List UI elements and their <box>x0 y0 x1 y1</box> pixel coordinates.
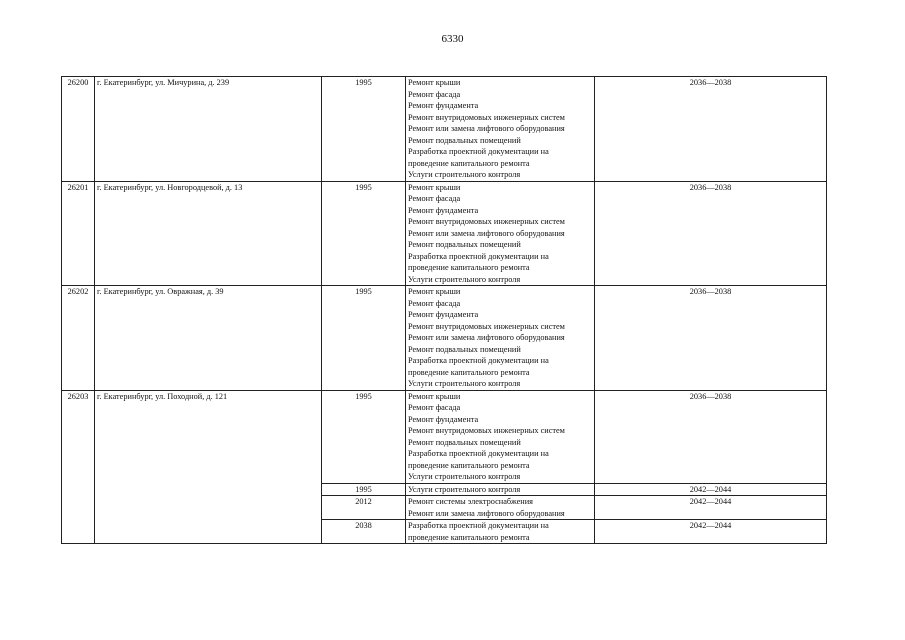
table-row <box>62 286 827 391</box>
year-cell: 1995 <box>322 390 406 483</box>
year-cell: 2012 <box>322 496 406 520</box>
term-cell: 2036—2038 <box>595 77 827 182</box>
work-item: Ремонт внутридомовых инженерных систем <box>408 217 565 226</box>
record-number-cell: 26201 <box>62 181 95 286</box>
works-cell <box>406 520 595 544</box>
work-item: проведение капитального ремонта <box>408 532 530 542</box>
work-item: Разработка проектной документации на <box>408 251 549 261</box>
year-cell: 1995 <box>322 286 406 391</box>
work-item: Ремонт подвальных помещений <box>408 135 521 145</box>
work-item: Ремонт системы электроснабжения <box>408 497 533 506</box>
record-number-cell: 26203 <box>62 390 95 544</box>
term-cell: 2036—2038 <box>595 286 827 391</box>
works-cell <box>406 286 595 391</box>
work-item: Ремонт или замена лифтового оборудования <box>408 228 565 238</box>
work-item: Ремонт или замена лифтового оборудования <box>408 333 565 342</box>
work-item: Ремонт фундамента <box>408 414 479 424</box>
work-item: Ремонт фундамента <box>408 101 479 110</box>
work-item: Ремонт крыши <box>408 78 461 87</box>
year-cell: 1995 <box>322 181 406 286</box>
work-item: проведение капитального ремонта <box>408 263 530 272</box>
work-item: проведение капитального ремонта <box>408 460 530 470</box>
work-item: Ремонт фасада <box>408 89 461 99</box>
table-row <box>62 390 827 483</box>
term-cell: 2036—2038 <box>595 181 827 286</box>
year-cell: 1995 <box>322 483 406 496</box>
work-item: Ремонт фасада <box>408 194 461 203</box>
work-item: Услуги строительного контроля <box>408 274 521 284</box>
work-item: Ремонт подвальных помещений <box>408 344 521 354</box>
term-cell: 2036—2038 <box>595 390 827 483</box>
term-cell: 2042—2044 <box>595 520 827 544</box>
work-item: Услуги строительного контроля <box>408 484 521 494</box>
work-item: Разработка проектной документации на <box>408 356 549 365</box>
work-item: Ремонт крыши <box>408 287 461 296</box>
works-cell <box>406 496 595 520</box>
works-cell <box>406 77 595 182</box>
work-item: Ремонт фасада <box>408 403 461 412</box>
work-item: Ремонт фундамента <box>408 310 479 319</box>
address-cell: г. Екатеринбург, ул. Мичурина, д. 239 <box>95 77 322 182</box>
work-item: Услуги строительного контроля <box>408 472 521 481</box>
address-cell: г. Екатеринбург, ул. Новгородцевой, д. 13 <box>95 181 322 286</box>
work-item: Ремонт крыши <box>408 182 461 192</box>
work-item: Ремонт или замена лифтового оборудования <box>408 508 565 518</box>
work-item: проведение капитального ремонта <box>408 367 530 377</box>
record-number-cell: 26200 <box>62 77 95 182</box>
works-cell <box>406 390 595 483</box>
page-number: 6330 <box>441 33 464 45</box>
term-cell: 2042—2044 <box>595 496 827 520</box>
table-row <box>62 77 827 182</box>
work-item: Ремонт или замена лифтового оборудования <box>408 124 565 133</box>
address-cell: г. Екатеринбург, ул. Овражная, д. 39 <box>95 286 322 391</box>
work-item: Ремонт внутридомовых инженерных систем <box>408 321 565 331</box>
work-item: Ремонт внутридомовых инженерных систем <box>408 112 565 122</box>
registry-table <box>61 76 827 544</box>
address-cell: г. Екатеринбург, ул. Походной, д. 121 <box>95 390 322 544</box>
work-item: Ремонт подвальных помещений <box>408 437 521 447</box>
work-item: Разработка проектной документации на <box>408 449 549 458</box>
work-item: Разработка проектной документации на <box>408 521 549 530</box>
work-item: Ремонт фасада <box>408 298 461 308</box>
work-item: Ремонт подвальных помещений <box>408 240 521 249</box>
year-cell: 1995 <box>322 77 406 182</box>
work-item: Ремонт фундамента <box>408 205 479 215</box>
works-cell <box>406 483 595 496</box>
work-item: Услуги строительного контроля <box>408 170 521 179</box>
work-item: Разработка проектной документации на <box>408 147 549 156</box>
work-item: Ремонт крыши <box>408 391 461 401</box>
registry-body <box>62 77 827 544</box>
work-item: Ремонт внутридомовых инженерных систем <box>408 426 565 435</box>
table-row <box>62 181 827 286</box>
year-cell: 2038 <box>322 520 406 544</box>
work-item: Услуги строительного контроля <box>408 379 521 388</box>
works-cell <box>406 181 595 286</box>
work-item: проведение капитального ремонта <box>408 158 530 168</box>
term-cell: 2042—2044 <box>595 483 827 496</box>
record-number-cell: 26202 <box>62 286 95 391</box>
